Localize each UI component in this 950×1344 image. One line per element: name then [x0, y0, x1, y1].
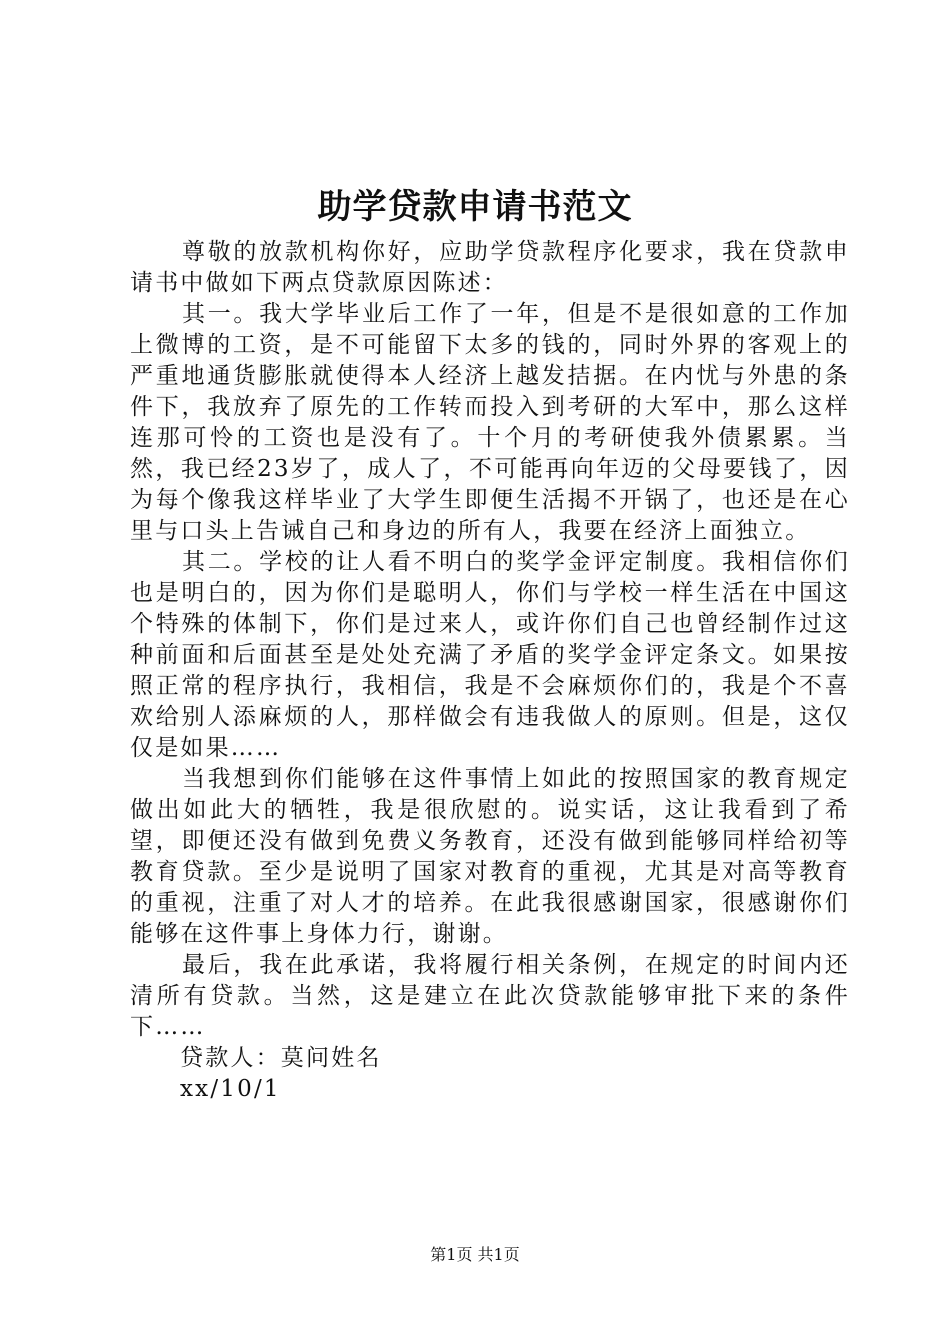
paragraph-reason-two: 其二。学校的让人看不明白的奖学金评定制度。我相信你们也是明白的，因为你们是聪明人，你们与学校一样生活在中国这个特殊的体制下，你们是过来人，或许你们自己也曾经制作过这种前面和后面甚至是处处充满了矛盾的奖学金评定条文。如果按照正常的程序执行，我相信，我是不会麻烦你们的，我是个不喜欢给别人添麻烦的人，那样做会有违我做人的原则。但是，这仅仅是如果…… [130, 549, 850, 761]
signature-line: 贷款人：莫问姓名 [180, 1045, 382, 1071]
paragraph-greeting: 尊敬的放款机构你好，应助学贷款程序化要求，我在贷款申请书中做如下两点贷款原因陈述： [130, 239, 850, 296]
paragraph-gratitude: 当我想到你们能够在这件事情上如此的按照国家的教育规定做出如此大的牺牲，我是很欣慰的。说实话，这让我看到了希望，即便还没有做到免费义务教育，还没有做到能够同样给初等教育贷款。至少是说明了国家对教育的重视，尤其是对高等教育的重视，注重了对人才的培养。在此我很感谢国家，很感谢你们能够在这件事上身体力行，谢谢。 [130, 766, 850, 947]
document-title: 助学贷款申请书范文 [317, 187, 633, 227]
page-footer: 第1页 共1页 [430, 1245, 520, 1264]
paragraph-reason-one: 其一。我大学毕业后工作了一年，但是不是很如意的工作加上微博的工资，是不可能留下太多的钱的，同时外界的客观上的严重地通货膨胀就使得本人经济上越发拮据。在内忧与外患的条件下，我放弃了原先的工作转而投入到考研的大军中，那么这样连那可怜的工资也是没有了。十个月的考研使我外债累累。当然，我已经23岁了，成人了，不可能再向年迈的父母要钱了，因为每个像我这样毕业了大学生即便生活揭不开锅了，也还是在心里与口头上告诫自己和身边的所有人，我要在经济上面独立。 [130, 301, 850, 544]
document-body [130, 237, 850, 1105]
paragraph-commitment: 最后，我在此承诺，我将履行相关条例，在规定的时间内还清所有贷款。当然，这是建立在此次贷款能够审批下来的条件下…… [130, 952, 850, 1040]
date-line: xx/10/1 [180, 1076, 281, 1102]
